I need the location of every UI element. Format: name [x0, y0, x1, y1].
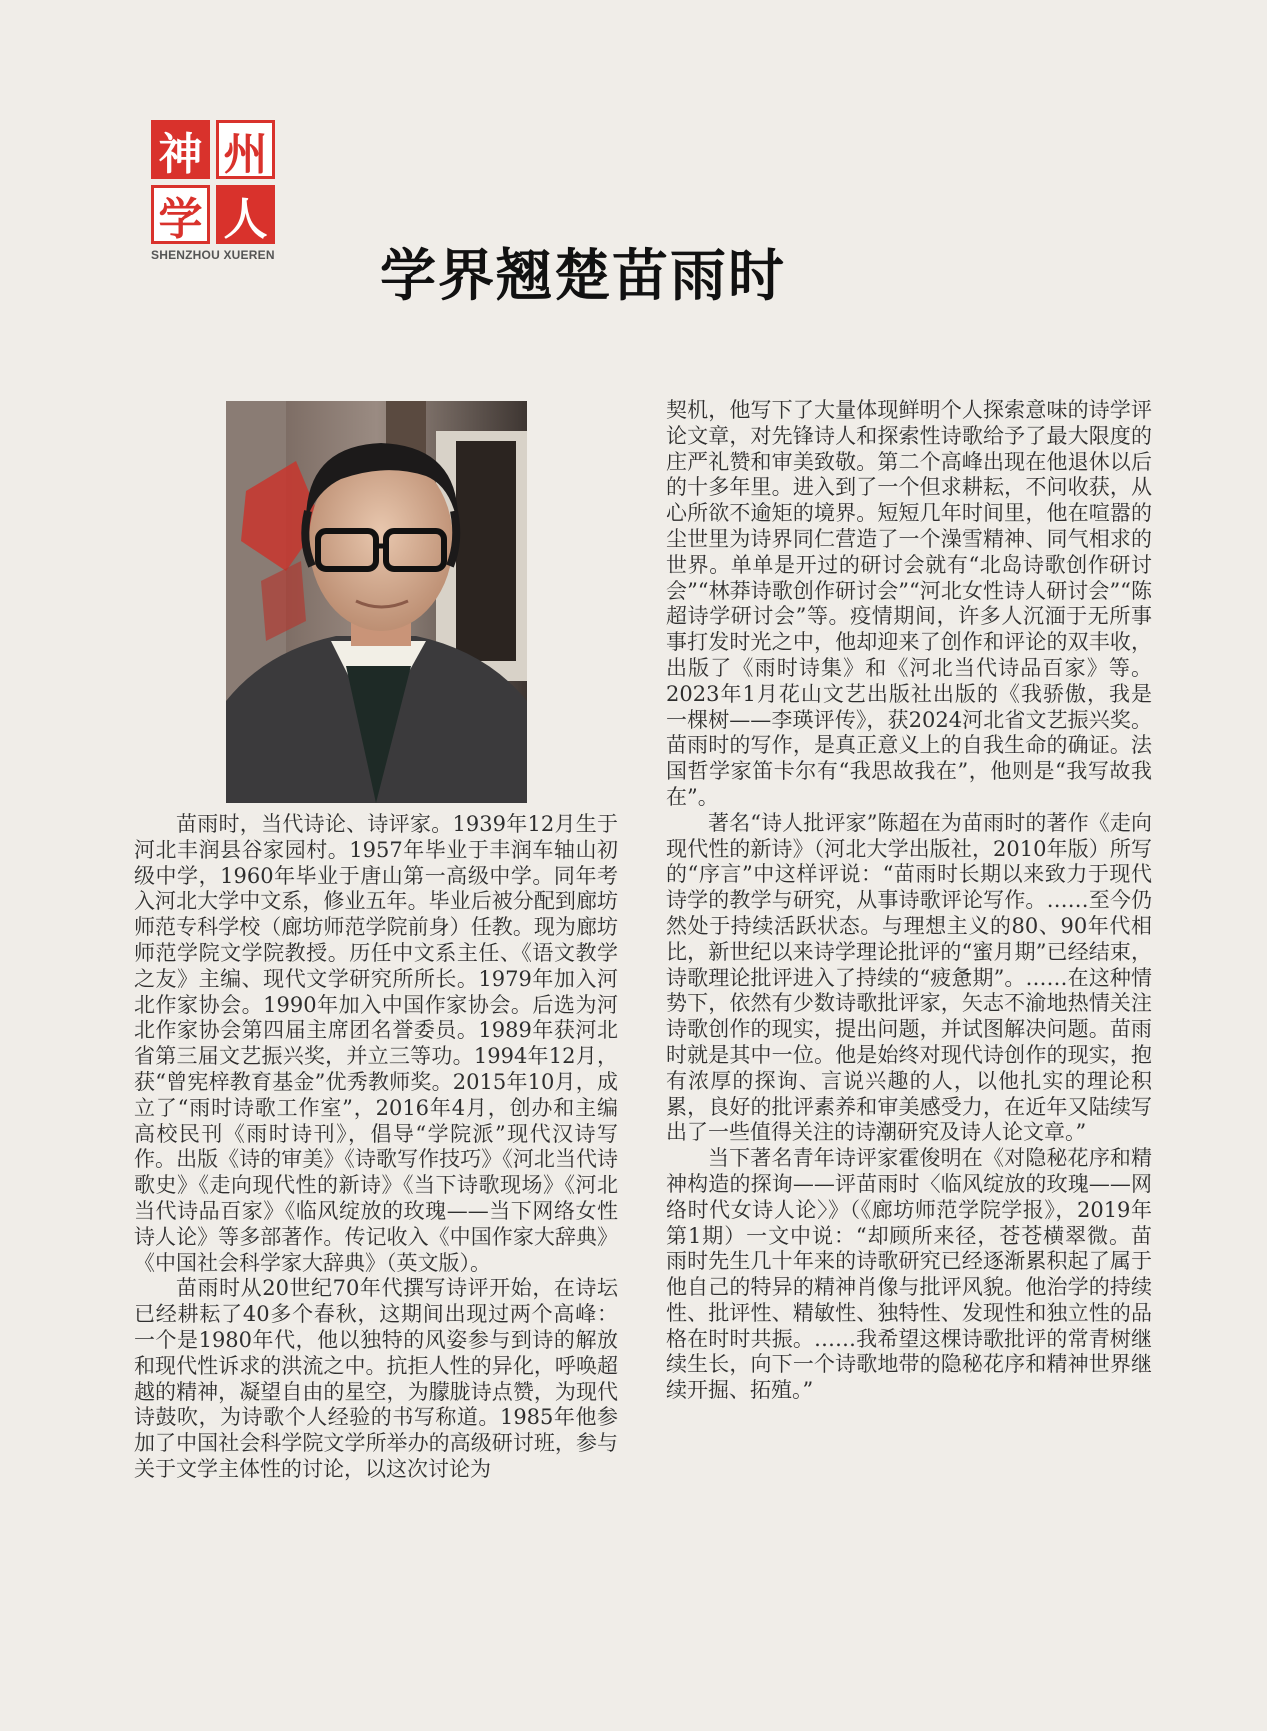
logo-grid [151, 120, 275, 244]
logo-char: 人 [216, 185, 275, 244]
article-paragraph: 当下著名青年诗评家霍俊明在《对隐秘花序和精神构造的探询——评苗雨时〈临风绽放的玫瑰——网络时代女诗人论〉》（《廊坊师范学院学报》，2019年第1期）一文中说：“却顾所来径，苍苍横翠微。苗雨时先生几十年来的诗歌研究已经逐渐累积起了属于他自己的特异的精神肖像与批评风貌。他治学的持续性、批评性、精敏性、独特性、发现性和独立性的品格在时时共振。……我希望这棵诗歌批评的常青树继续生长，向下一个诗歌地带的隐秘花序和精神世界继续开掘、拓殖。” [666, 1146, 1152, 1403]
article-paragraph: 著名“诗人批评家”陈超在为苗雨时的著作《走向现代性的新诗》（河北大学出版社，2010年版）所写的“序言”中这样评说：“苗雨时长期以来致力于现代诗学的教学与研究，从事诗歌评论写作。……至今仍然处于持续活跃状态。与理想主义的80、90年代相比，新世纪以来诗学理论批评的“蜜月期”已经结束，诗歌理论批评进入了持续的“疲惫期”。……在这种情势下，依然有少数诗歌批评家，矢志不渝地热情关注诗歌创作的现实，提出问题，并试图解决问题。苗雨时就是其中一位。他是始终对现代诗创作的现实，抱有浓厚的探询、言说兴趣的人，以他扎实的理论积累，良好的批评素养和审美感受力，在近年又陆续写出了一些值得关注的诗潮研究及诗人论文章。” [666, 810, 1152, 1145]
article-left-column [134, 812, 618, 1483]
article-paragraph: 苗雨时从20世纪70年代撰写诗评开始，在诗坛已经耕耘了40多个春秋，这期间出现过两个高峰：一个是1980年代，他以独特的风姿参与到诗的解放和现代性诉求的洪流之中。抗拒人性的异化，呼唤超越的精神，凝望自由的星空，为朦胧诗点赞，为现代诗鼓吹，为诗歌个人经验的书写称道。1985年他参加了中国社会科学院文学所举办的高级研讨班，参与关于文学主体性的讨论，以这次讨论为 [134, 1276, 618, 1481]
article-paragraph: 苗雨时，当代诗论、诗评家。1939年12月生于河北丰润县谷家园村。1957年毕业于丰润车轴山初级中学，1960年毕业于唐山第一高级中学。同年考入河北大学中文系，修业五年。毕业后被分配到廊坊师范专科学校（廊坊师范学院前身）任教。现为廊坊师范学院文学院教授。历任中文系主任、《语文教学之友》主编、现代文学研究所所长。1979年加入河北作家协会。1990年加入中国作家协会。后选为河北作家协会第四届主席团名誉委员。1989年获河北省第三届文艺振兴奖，并立三等功。1994年12月，获“曾宪梓教育基金”优秀教师奖。2015年10月，成立了“雨时诗歌工作室”，2016年4月，创办和主编高校民刊《雨时诗刊》，倡导“学院派”现代汉诗写作。出版《诗的审美》《诗歌写作技巧》《河北当代诗歌史》《走向现代性的新诗》《当下诗歌现场》《河北当代诗品百家》《临风绽放的玫瑰——当下网络女性诗人论》等多部著作。传记收入《中国作家大辞典》《中国社会科学家大辞典》（英文版）。 [134, 812, 618, 1275]
logo-subtitle: SHENZHOU XUEREN [151, 248, 275, 262]
article-title: 学界翘楚苗雨时 [380, 244, 786, 309]
logo-char: 州 [216, 120, 275, 179]
magazine-logo [151, 120, 275, 262]
article-paragraph-continued: 契机，他写下了大量体现鲜明个人探索意味的诗学评论文章，对先锋诗人和探索性诗歌给予了最大限度的庄严礼赞和审美致敬。第二个高峰出现在他退休以后的十多年里。进入到了一个但求耕耘，不问收获，从心所欲不逾矩的境界。短短几年时间里，他在喧嚣的尘世里为诗界同仁营造了一个澡雪精神、同气相求的世界。单单是开过的研讨会就有“北岛诗歌创作研讨会”“林莽诗歌创作研讨会”“河北女性诗人研讨会”“陈超诗学研讨会”等。疫情期间，许多人沉湎于无所事事打发时光之中，他却迎来了创作和评论的双丰收，出版了《雨时诗集》和《河北当代诗品百家》等。2023年1月花山文艺出版社出版的《我骄傲，我是一棵树——李瑛评传》，获2024河北省文艺振兴奖。苗雨时的写作，是真正意义上的自我生命的确证。法国哲学家笛卡尔有“我思故我在”，他则是“我写故我在”。 [666, 398, 1152, 809]
logo-char: 学 [151, 185, 210, 244]
article-right-column [666, 398, 1152, 1404]
portrait-photo [226, 401, 527, 803]
logo-char: 神 [151, 120, 210, 179]
